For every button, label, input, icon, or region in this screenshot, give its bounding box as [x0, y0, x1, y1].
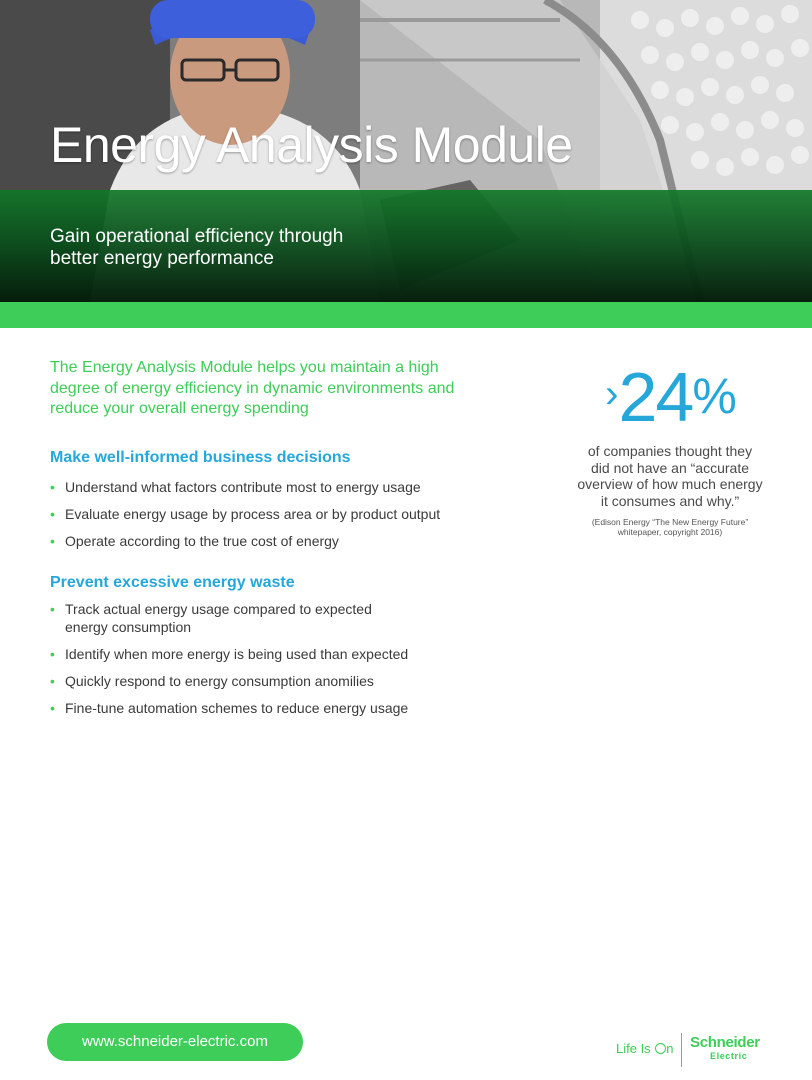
logo-brand: Schneider: [690, 1034, 760, 1051]
bullet-dot-icon: •: [50, 700, 55, 716]
intro-paragraph: [50, 358, 490, 420]
stat-value: 24: [618, 358, 693, 436]
list-item: [50, 699, 470, 717]
bullet-list-decisions: [50, 478, 470, 559]
bullet-dot-icon: •: [50, 533, 55, 549]
bullet-dot-icon: •: [50, 601, 55, 617]
intro-line: reduce your overall energy spending: [50, 400, 309, 417]
logo-sub: Electric: [710, 1051, 748, 1061]
bullet-dot-icon: •: [50, 646, 55, 662]
bullet-list-waste: [50, 600, 470, 726]
tagline-suffix: n: [666, 1041, 674, 1056]
chevron-right-icon: ›: [605, 372, 617, 416]
intro-line: The Energy Analysis Module helps you maintain a high: [50, 359, 439, 376]
bullet-dot-icon: •: [50, 673, 55, 689]
life-is-on-tagline: [616, 1041, 674, 1056]
list-item-text: Fine-tune automation schemes to reduce energy usage: [65, 700, 409, 716]
stat-description-line: it consumes and why.”: [600, 492, 740, 509]
list-item-text: Quickly respond to energy consumption anomilies: [65, 673, 374, 689]
stat-description-line: of companies thought they: [587, 443, 753, 459]
stat-source-line: (Edison Energy “The New Energy Future”: [591, 517, 749, 527]
hero-banner: [0, 0, 812, 302]
page-title: Energy Analysis Module: [50, 117, 573, 173]
hero-subtitle-line: better energy performance: [50, 248, 274, 269]
list-item: [50, 532, 470, 550]
list-item: [50, 672, 470, 690]
list-item-text: Understand what factors contribute most to energy usage: [65, 479, 421, 495]
list-item-text: Track actual energy usage compared to expected: [65, 601, 372, 617]
hero-subtitle-line: Gain operational efficiency through: [50, 226, 344, 247]
stat-callout: [560, 354, 780, 537]
hero-subtitle: [50, 226, 450, 270]
list-item: [50, 478, 470, 496]
stat-description: [560, 443, 780, 509]
list-item-text: Evaluate energy usage by process area or by product output: [65, 506, 441, 522]
list-item: [50, 505, 470, 523]
green-divider-band: [0, 302, 812, 328]
tagline-prefix: Life Is: [616, 1041, 655, 1056]
schneider-electric-logo: [690, 1035, 780, 1061]
list-item-text: Identify when more energy is being used than expected: [65, 646, 409, 662]
stat-percent-sign: %: [692, 368, 735, 424]
footer-divider: [681, 1033, 682, 1067]
intro-line: degree of energy efficiency in dynamic environments and: [50, 379, 455, 397]
power-o-icon: [655, 1043, 666, 1054]
website-link-button[interactable]: www.schneider-electric.com: [47, 1023, 303, 1061]
section-heading-decisions: Make well-informed business decisions: [50, 449, 351, 466]
stat-description-line: overview of how much energy: [577, 476, 763, 492]
stat-description-line: did not have an “accurate: [591, 459, 749, 476]
stat-source: [560, 517, 780, 537]
section-heading-waste: Prevent excessive energy waste: [50, 574, 295, 591]
bullet-dot-icon: •: [50, 506, 55, 522]
stat-source-line: whitepaper, copyright 2016): [617, 527, 723, 537]
list-item: [50, 645, 470, 663]
list-item-text: energy consumption: [65, 619, 192, 635]
list-item: [50, 600, 470, 636]
stat-number: [560, 354, 780, 437]
list-item-text: Operate according to the true cost of energy: [65, 533, 339, 549]
bullet-dot-icon: •: [50, 479, 55, 495]
